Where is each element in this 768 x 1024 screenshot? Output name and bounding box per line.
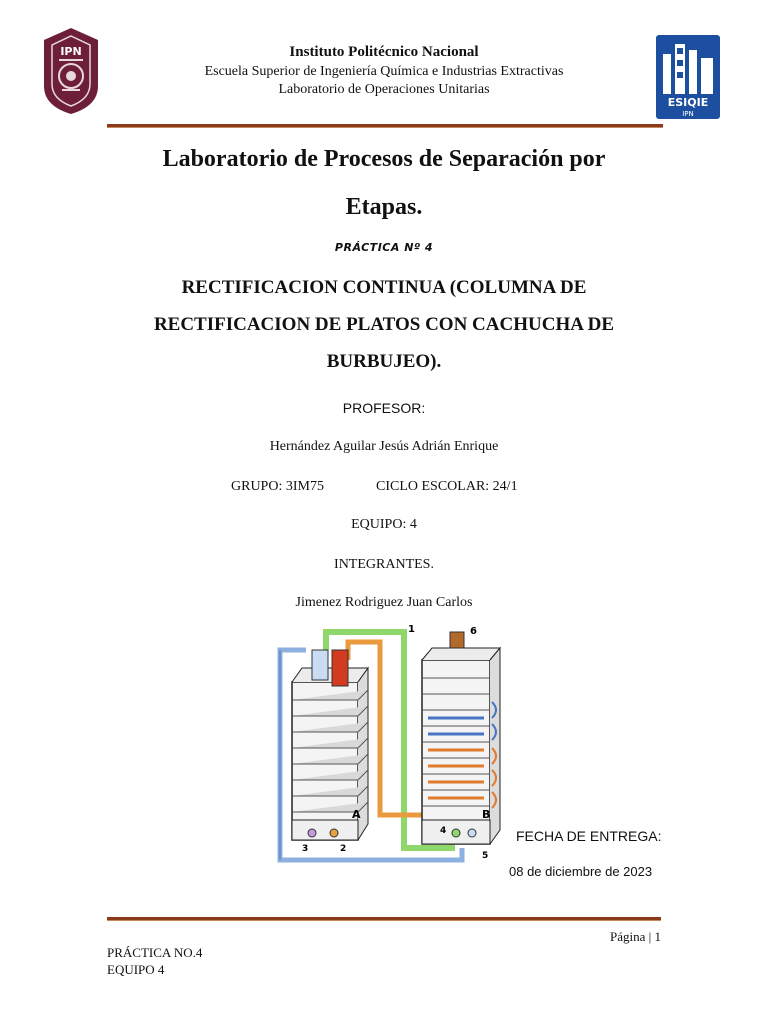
practice-label: PRÁCTICA Nº 4: [334, 241, 434, 254]
equipo: EQUIPO: 4: [351, 517, 417, 532]
profesor-label: PROFESOR:: [342, 400, 426, 416]
diagram-label-3: 3: [302, 844, 309, 854]
subtitle-line2: RECTIFICACION DE PLATOS CON CACHUCHA DE: [153, 314, 615, 335]
profesor-name: Hernández Aguilar Jesús Adrián Enrique: [269, 439, 499, 454]
diagram-label-1: 1: [408, 624, 415, 635]
grupo: GRUPO: 3IM75: [231, 479, 324, 494]
diagram-label-4: 4: [440, 826, 447, 836]
diagram-label-6: 6: [470, 626, 477, 637]
diagram-label-5: 5: [482, 851, 489, 861]
diagram-label-b: B: [482, 808, 491, 821]
subtitle-line1: RECTIFICACION CONTINUA (COLUMNA DE: [181, 277, 587, 298]
diagram-label-2: 2: [340, 844, 347, 854]
footer-divider: [107, 917, 661, 921]
esiqie-logo-text: ESIQIE: [667, 96, 709, 109]
ciclo-escolar: CICLO ESCOLAR: 24/1: [376, 479, 518, 494]
school-name: Escuela Superior de Ingeniería Química e Industrias Extractivas: [204, 64, 564, 79]
ipn-logo-text: IPN: [60, 45, 82, 58]
footer-practica: PRÁCTICA NO.4: [107, 945, 203, 960]
footer-equipo: EQUIPO 4: [107, 962, 165, 977]
distillation-diagram: [266, 620, 516, 866]
subtitle-line3: BURBUJEO).: [326, 351, 442, 372]
diagram-label-a: A: [352, 808, 361, 821]
document-title-line2: Etapas.: [345, 194, 423, 220]
header-divider: [107, 124, 663, 128]
institute-name: Instituto Politécnico Nacional: [289, 44, 479, 60]
esiqie-logo-sub: IPN: [682, 110, 694, 118]
integrantes-label: INTEGRANTES.: [334, 557, 434, 572]
fecha-label: FECHA DE ENTREGA:: [516, 828, 662, 844]
document-title-line1: Laboratorio de Procesos de Separación por: [162, 146, 606, 172]
integrante-name: Jimenez Rodriguez Juan Carlos: [295, 595, 473, 610]
lab-name: Laboratorio de Operaciones Unitarias: [278, 82, 490, 97]
page-number: Página | 1: [610, 929, 661, 944]
fecha-value: 08 de diciembre de 2023: [509, 864, 653, 879]
